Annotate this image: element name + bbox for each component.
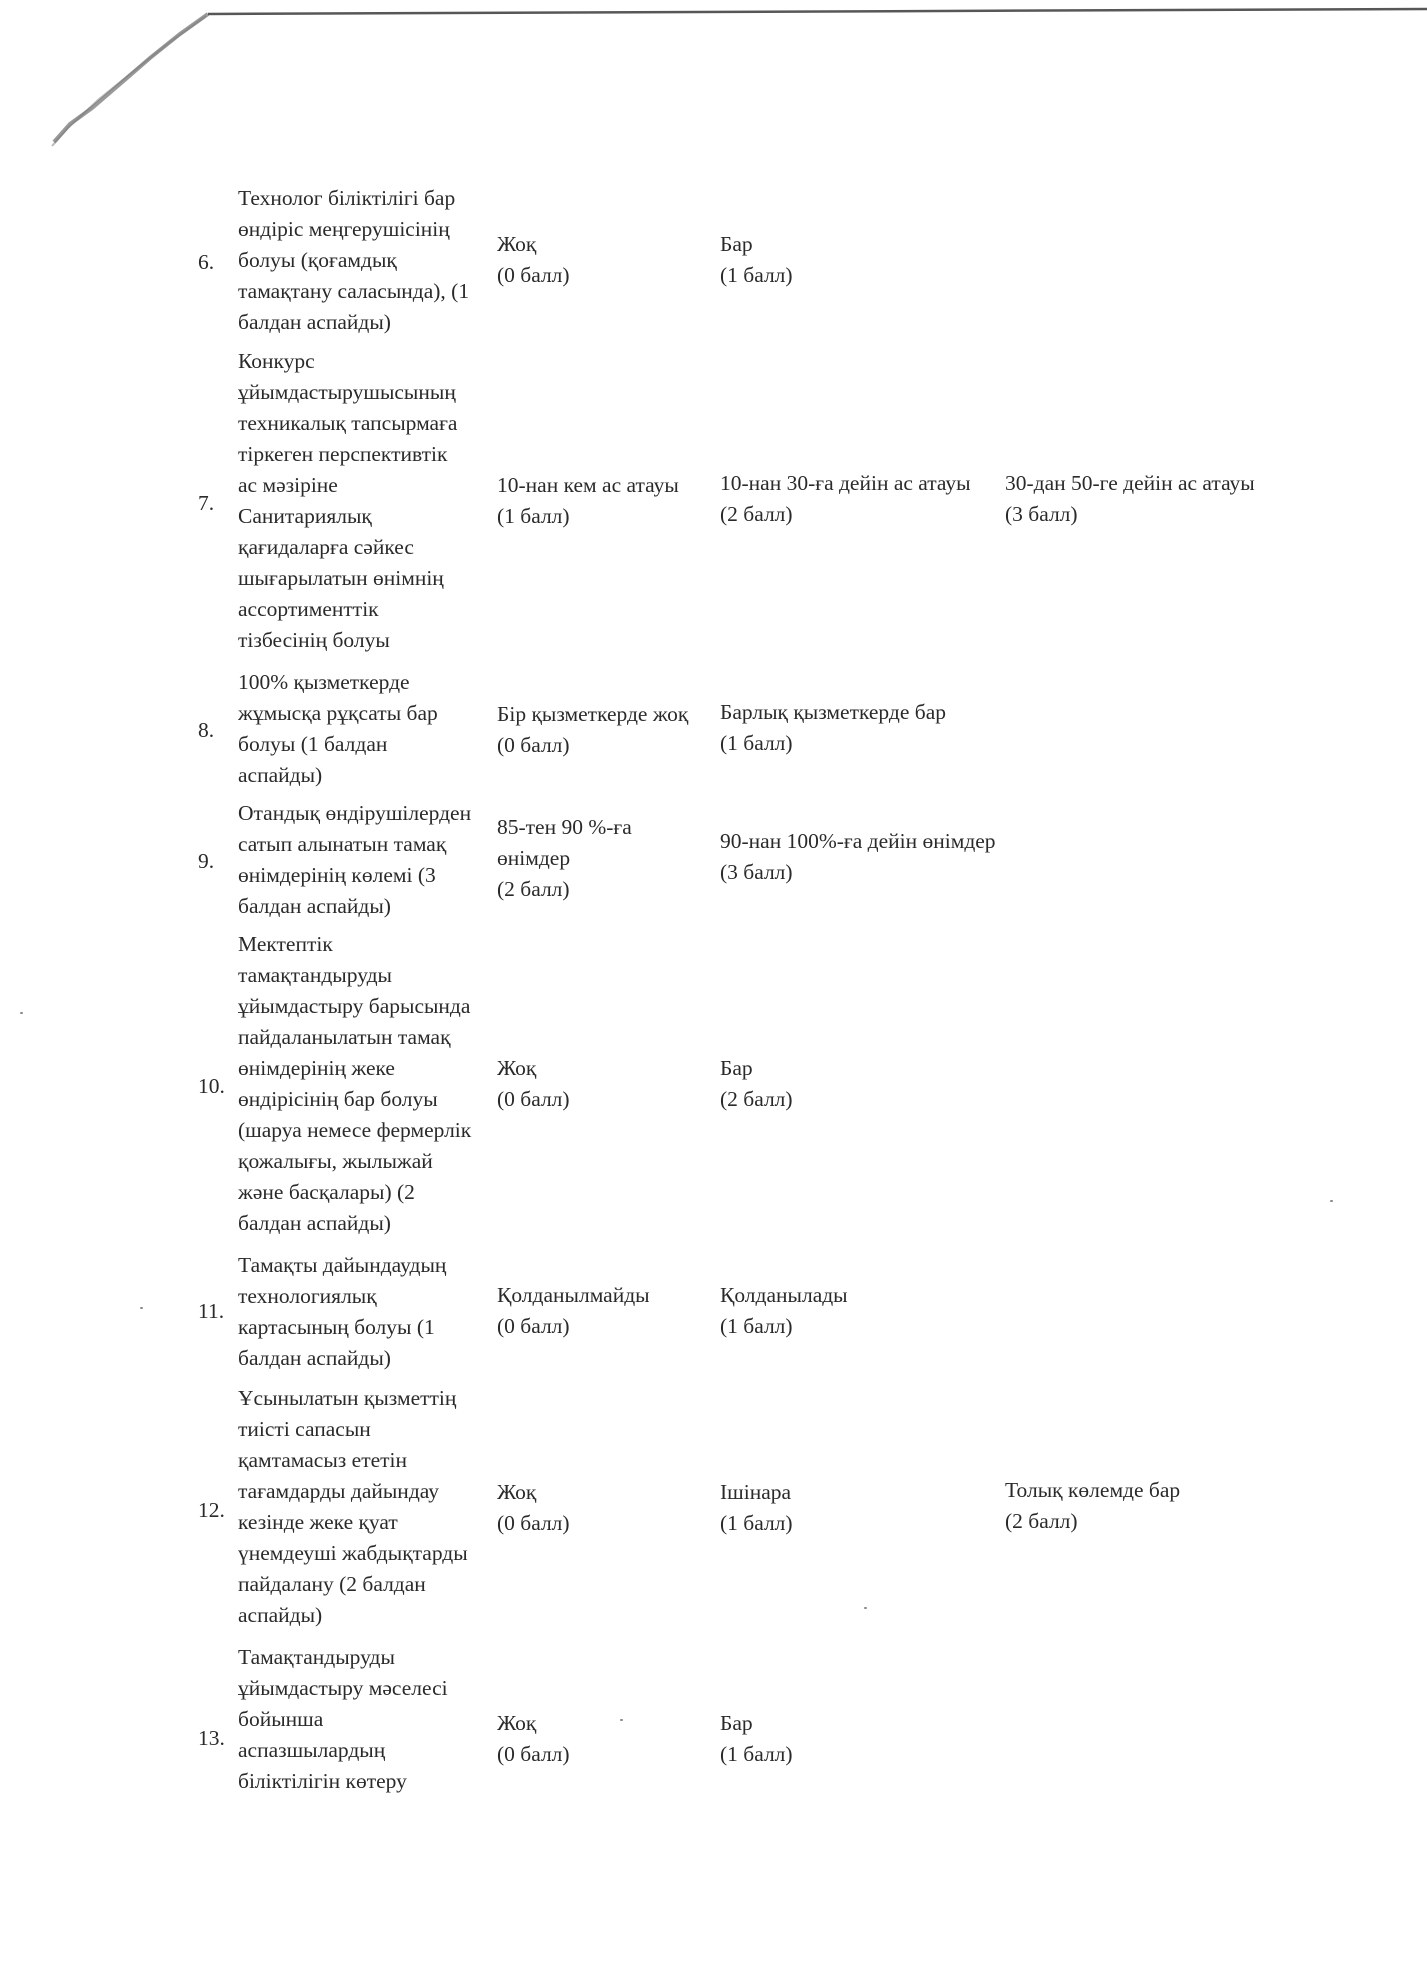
score-option-1: Жоқ (0 балл) — [497, 232, 570, 287]
score-option-1: Жоқ (0 балл) — [497, 1480, 570, 1535]
criterion-text: Отандық өндірушілерден сатып алынатын тамақ өнімдерінің көлемі (3 балдан аспайды) — [238, 801, 472, 918]
criterion-text: Тамақтандыруды ұйымдастыру мәселесі бойынша аспазшылардың біліктілігін көтеру — [238, 1645, 448, 1793]
score-option-1: 10-нан кем ас атауы (1 балл) — [497, 473, 679, 528]
criterion-text: Ұсынылатын қызметтің тиісті сапасын қамтамасыз ететін тағамдарды дайындау кезінде жеке қуат үнемдеуші жабдықтарды пайдалану (2 балдан аспайды) — [238, 1386, 468, 1627]
score-option-3: Толық көлемде бар (2 балл) — [1005, 1478, 1181, 1533]
score-option-1: 85-тен 90 %-ға өнімдер (2 балл) — [497, 815, 632, 901]
score-option-2: Бар (1 балл) — [720, 1711, 793, 1766]
score-option-2: Барлық қызметкерде бар (1 балл) — [720, 700, 946, 755]
scan-edge-mark — [0, 0, 1427, 160]
row-number: 6. — [198, 250, 215, 274]
score-option-1: Бір қызметкерде жоқ (0 балл) — [497, 702, 689, 757]
criterion-text: Мектептік тамақтандыруды ұйымдастыру барысында пайдаланылатын тамақ өнімдерінің жеке өндірісінің бар болуы (шаруа немесе фермерлік қожалығы, жылыжай және басқалары) (2 балдан аспайды) — [238, 932, 472, 1235]
row-number: 13. — [198, 1726, 225, 1750]
score-option-2: Бар (2 балл) — [720, 1056, 793, 1111]
row-number: 9. — [198, 849, 215, 873]
score-option-1: Қолданылмайды (0 балл) — [497, 1283, 650, 1338]
row-number: 8. — [198, 718, 215, 742]
criterion-text: Конкурс ұйымдастырушысының техникалық тапсырмаға тіркеген перспективтік ас мәзіріне Санитариялық қағидаларға сәйкес шығарылатын өнімнің ассортименттік тізбесінің болуы — [238, 349, 458, 652]
score-option-2: Бар (1 балл) — [720, 232, 793, 287]
row-number: 10. — [198, 1074, 225, 1098]
score-option-1: Жоқ (0 балл) — [497, 1056, 570, 1111]
score-option-2: Ішінара (1 балл) — [720, 1480, 793, 1535]
scan-speck — [864, 1607, 867, 1609]
score-option-1: Жоқ (0 балл) — [497, 1711, 570, 1766]
criterion-text: Технолог біліктілігі бар өндіріс меңгерушісінің болуы (қоғамдық тамақтану саласында), (1 балдан аспайды) — [238, 186, 470, 334]
criterion-text: 100% қызметкерде жұмысқа рұқсаты бар болуы (1 балдан аспайды) — [238, 670, 438, 787]
scan-speck — [140, 1307, 143, 1309]
criterion-text: Тамақты дайындаудың технологиялық картасының болуы (1 балдан аспайды) — [238, 1253, 447, 1370]
row-number: 12. — [198, 1498, 225, 1522]
score-option-2: Қолданылады (1 балл) — [720, 1283, 848, 1338]
score-option-2: 10-нан 30-ға дейін ас атауы (2 балл) — [720, 471, 971, 526]
score-option-3: 30-дан 50-ге дейін ас атауы (3 балл) — [1005, 471, 1255, 526]
row-number: 7. — [198, 491, 215, 515]
score-option-2: 90-нан 100%-ға дейін өнімдер (3 балл) — [720, 829, 996, 884]
scan-speck — [620, 1719, 623, 1721]
scan-speck — [1330, 1200, 1333, 1202]
row-number: 11. — [198, 1299, 225, 1323]
scan-speck — [20, 1012, 23, 1014]
